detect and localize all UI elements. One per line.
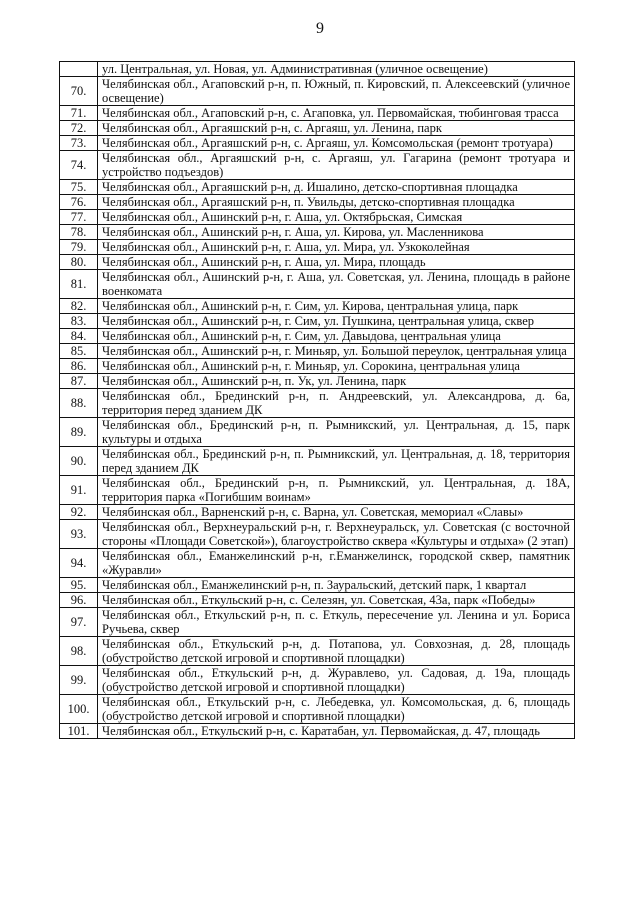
row-address: Челябинская обл., Аргаяшский р-н, с. Аргаяш, ул. Гагарина (ремонт тротуара и устройство подъездов) [98,151,575,180]
row-address: Челябинская обл., Варненский р-н, с. Варна, ул. Советская, мемориал «Славы» [98,505,575,520]
row-number: 90. [60,447,98,476]
row-number: 73. [60,136,98,151]
table-row [60,151,575,180]
table-row [60,225,575,240]
table-row [60,724,575,739]
row-address: Челябинская обл., Агаповский р-н, с. Агаповка, ул. Первомайская, тюбинговая трасса [98,106,575,121]
table-row [60,180,575,195]
table-row [60,666,575,695]
page-number: 9 [316,20,324,37]
table-row [60,578,575,593]
row-number: 89. [60,418,98,447]
table-row [60,240,575,255]
row-address: Челябинская обл., Аргаяшский р-н, с. Аргаяш, ул. Ленина, парк [98,121,575,136]
row-address: Челябинская обл., Брединский р-н, п. Рымникский, ул. Центральная, д. 15, парк культуры и отдыха [98,418,575,447]
table-row [60,270,575,299]
row-address: Челябинская обл., Еткульский р-н, с. Каратабан, ул. Первомайская, д. 47, площадь [98,724,575,739]
table-row [60,314,575,329]
row-number: 80. [60,255,98,270]
row-number: 98. [60,637,98,666]
row-address: Челябинская обл., Еткульский р-н, д. Журавлево, ул. Садовая, д. 19а, площадь (обустройство детской игровой и спортивной площадки) [98,666,575,695]
row-number: 81. [60,270,98,299]
row-number: 75. [60,180,98,195]
row-number: 72. [60,121,98,136]
row-number: 76. [60,195,98,210]
row-number: 79. [60,240,98,255]
table-row [60,106,575,121]
row-address: Челябинская обл., Ашинский р-н, г. Сим, ул. Пушкина, центральная улица, сквер [98,314,575,329]
row-number [60,62,98,77]
table-row [60,329,575,344]
row-address: Челябинская обл., Ашинский р-н, г. Аша, ул. Мира, ул. Узкоколейная [98,240,575,255]
row-address: Челябинская обл., Ашинский р-н, г. Аша, ул. Кирова, ул. Масленникова [98,225,575,240]
table-row [60,210,575,225]
row-address: Челябинская обл., Еткульский р-н, с. Селезян, ул. Советская, 43а, парк «Победы» [98,593,575,608]
row-address: Челябинская обл., Еткульский р-н, с. Лебедевка, ул. Комсомольская, д. 6, площадь (обустройство детской игровой и спортивной площадки) [98,695,575,724]
row-address: Челябинская обл., Брединский р-н, п. Рымникский, ул. Центральная, д. 18А, территория парка «Погибшим воинам» [98,476,575,505]
table-row [60,77,575,106]
row-number: 97. [60,608,98,637]
row-address: Челябинская обл., Ашинский р-н, г. Миньяр, ул. Сорокина, центральная улица [98,359,575,374]
row-number: 93. [60,520,98,549]
address-table [59,61,575,739]
row-address: Челябинская обл., Ашинский р-н, г. Аша, ул. Октябрьская, Симская [98,210,575,225]
row-address: Челябинская обл., Ашинский р-н, г. Аша, ул. Мира, площадь [98,255,575,270]
row-number: 84. [60,329,98,344]
row-number: 101. [60,724,98,739]
row-number: 92. [60,505,98,520]
row-address: Челябинская обл., Аргаяшский р-н, п. Увильды, детско-спортивная площадка [98,195,575,210]
table-row [60,344,575,359]
row-number: 77. [60,210,98,225]
row-number: 74. [60,151,98,180]
table-row [60,62,575,77]
table-row [60,593,575,608]
row-address: Челябинская обл., Верхнеуральский р-н, г. Верхнеуральск, ул. Советская (с восточной стороны «Площади Советской»), благоустройство сквера «Культуры и отдыха» (2 этап) [98,520,575,549]
table-row [60,255,575,270]
row-number: 95. [60,578,98,593]
table-row [60,299,575,314]
row-number: 100. [60,695,98,724]
row-number: 78. [60,225,98,240]
row-address: Челябинская обл., Ашинский р-н, г. Миньяр, ул. Большой переулок, центральная улица [98,344,575,359]
row-address: Челябинская обл., Аргаяшский р-н, д. Ишалино, детско-спортивная площадка [98,180,575,195]
table-row [60,637,575,666]
row-number: 71. [60,106,98,121]
table-row [60,374,575,389]
row-number: 86. [60,359,98,374]
row-address: Челябинская обл., Ашинский р-н, п. Ук, ул. Ленина, парк [98,374,575,389]
row-address: Челябинская обл., Ашинский р-н, г. Аша, ул. Советская, ул. Ленина, площадь в районе военкомата [98,270,575,299]
row-address: Челябинская обл., Ашинский р-н, г. Сим, ул. Давыдова, центральная улица [98,329,575,344]
row-number: 94. [60,549,98,578]
table-row [60,121,575,136]
row-number: 87. [60,374,98,389]
table-row [60,195,575,210]
table-row [60,505,575,520]
row-address: Челябинская обл., Брединский р-н, п. Рымникский, ул. Центральная, д. 18, территория перед зданием ДК [98,447,575,476]
row-address: Челябинская обл., Еткульский р-н, п. с. Еткуль, пересечение ул. Ленина и ул. Бориса Ручьева, сквер [98,608,575,637]
row-address: Челябинская обл., Еманжелинский р-н, г.Еманжелинск, городской сквер, памятник «Журавли» [98,549,575,578]
table-row [60,520,575,549]
table-row [60,389,575,418]
table-row [60,476,575,505]
row-address: Челябинская обл., Ашинский р-н, г. Сим, ул. Кирова, центральная улица, парк [98,299,575,314]
row-number: 70. [60,77,98,106]
table-row [60,136,575,151]
table-row [60,418,575,447]
table-row [60,359,575,374]
row-address: Челябинская обл., Аргаяшский р-н, с. Аргаяш, ул. Комсомольская (ремонт тротуара) [98,136,575,151]
row-address: Челябинская обл., Брединский р-н, п. Андреевский, ул. Александрова, д. 6а, территория перед зданием ДК [98,389,575,418]
row-address: Челябинская обл., Еткульский р-н, д. Потапова, ул. Совхозная, д. 28, площадь (обустройство детской игровой и спортивной площадки) [98,637,575,666]
row-number: 85. [60,344,98,359]
table-row [60,447,575,476]
table-row [60,608,575,637]
row-number: 96. [60,593,98,608]
table-row [60,549,575,578]
row-number: 82. [60,299,98,314]
row-address: ул. Центральная, ул. Новая, ул. Административная (уличное освещение) [98,62,575,77]
row-address: Челябинская обл., Агаповский р-н, п. Южный, п. Кировский, п. Алексеевский (уличное освещение) [98,77,575,106]
table-row [60,695,575,724]
row-address: Челябинская обл., Еманжелинский р-н, п. Зауральский, детский парк, 1 квартал [98,578,575,593]
row-number: 88. [60,389,98,418]
row-number: 91. [60,476,98,505]
row-number: 83. [60,314,98,329]
row-number: 99. [60,666,98,695]
